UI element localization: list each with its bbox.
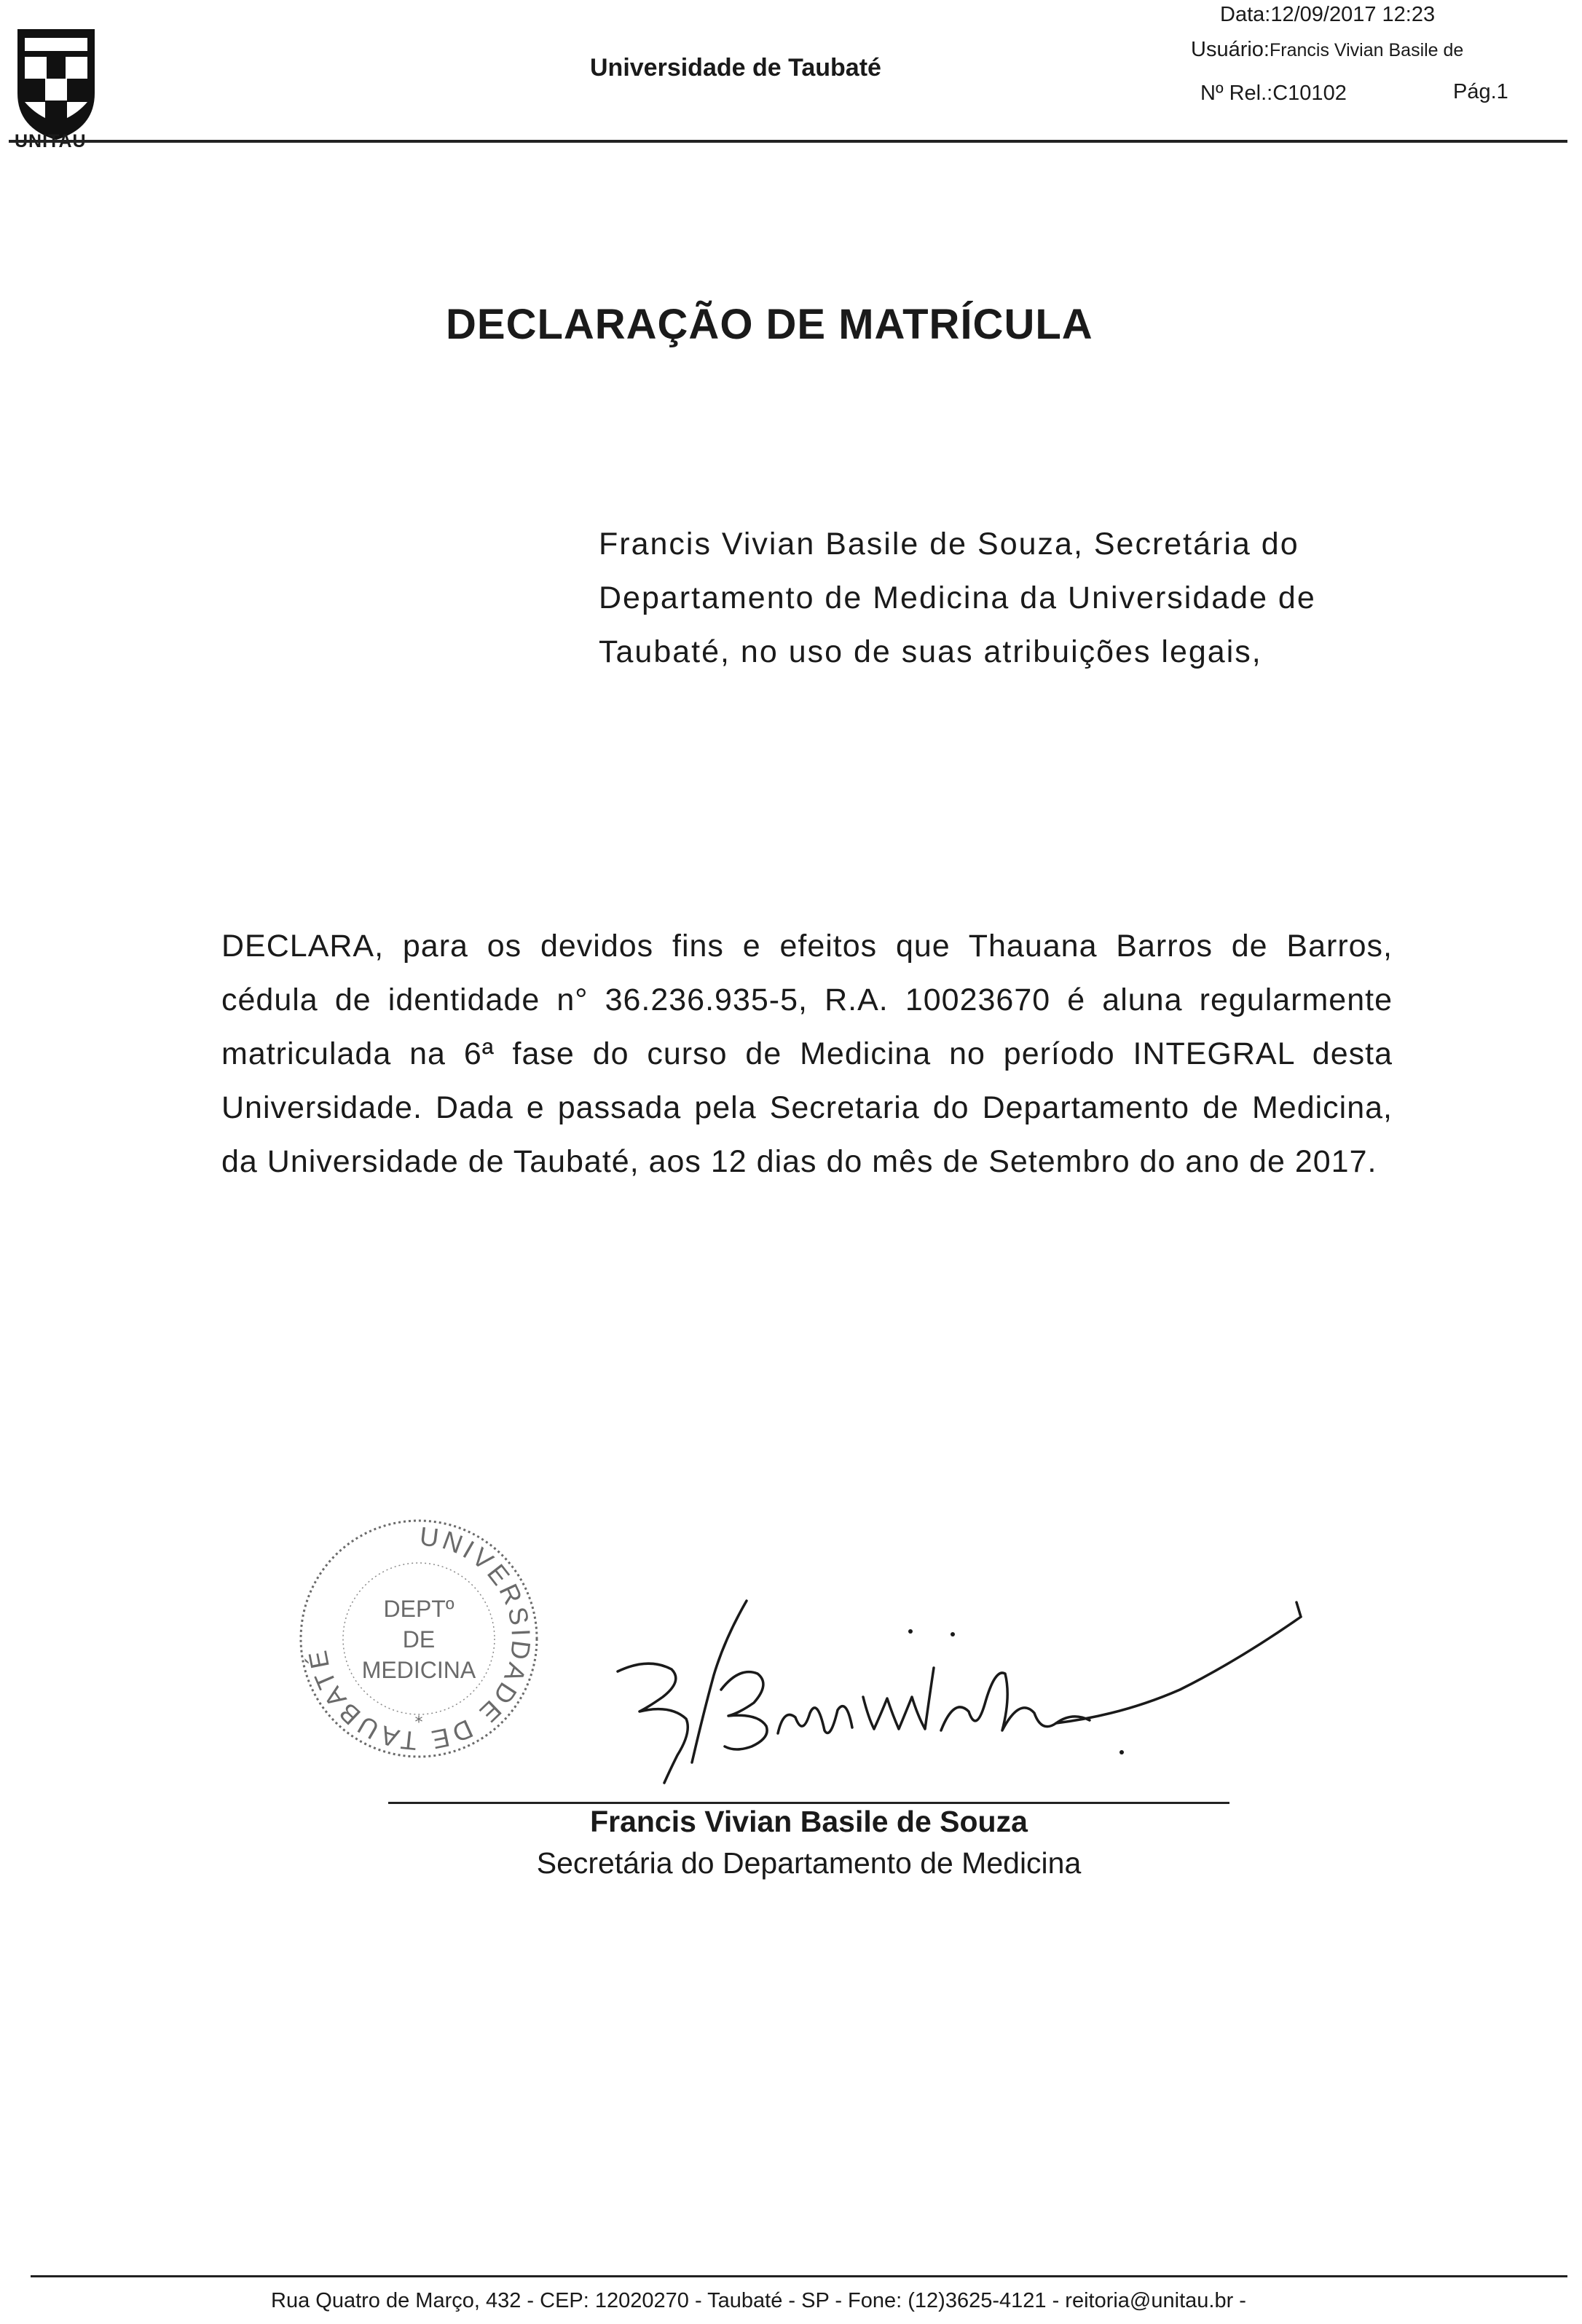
stamp-ring-text: UNIVERSIDADE DE TAUBATÉ — [302, 1521, 537, 1757]
date-value: 12/09/2017 12:23 — [1270, 3, 1436, 26]
user-value: Francis Vivian Basile de — [1270, 40, 1464, 60]
signatory-name: Francis Vivian Basile de Souza — [590, 1805, 1028, 1838]
report-number — [1200, 82, 1347, 106]
rel-value: C10102 — [1272, 82, 1347, 105]
stamp-line-2: DE — [402, 1626, 436, 1653]
unitau-logo-icon — [13, 19, 99, 150]
stamp-line-3: MEDICINA — [361, 1657, 476, 1683]
declaration-paragraph: DECLARA, para os devidos fins e efeitos que Thauana Barros de Barros, cédula de identidade n° 36.236.935-5, R.A. 10023670 é aluna regularmente matriculada na 6ª fase do curso de Medicina no período INTEGRAL desta Universidade. Dada e passada pela Secretaria do Departamento de Medicina, da Universidade de Taubaté, aos 12 dias do mês de Setembro do ano de 2017. — [221, 929, 1393, 1179]
signature-line — [388, 1802, 1229, 1804]
stamp-star-icon: * — [414, 1714, 423, 1732]
department-stamp — [295, 1515, 543, 1762]
date-label: Data: — [1220, 3, 1271, 26]
signatory-role: Secretária do Departamento de Medicina — [536, 1846, 1082, 1880]
handwritten-signature-icon — [612, 1588, 1311, 1792]
header-divider — [9, 140, 1567, 143]
document-title: DECLARAÇÃO DE MATRÍCULA — [446, 301, 1093, 348]
stamp-line-1: DEPTº — [383, 1596, 454, 1622]
university-name: Universidade de Taubaté — [590, 54, 881, 82]
intro-paragraph: Francis Vivian Basile de Souza, Secretária do Departamento de Medicina da Universidade de Taubaté, no uso de suas atribuições legais, — [599, 527, 1316, 669]
footer-divider — [31, 2275, 1567, 2277]
rel-label: Nº Rel.: — [1200, 82, 1273, 105]
user-label: Usuário: — [1191, 38, 1270, 61]
print-user — [1191, 38, 1463, 62]
footer-address: Rua Quatro de Março, 432 - CEP: 12020270 - Taubaté - SP - Fone: (12)3625-4121 - reitoria@unitau.br - — [271, 2289, 1246, 2312]
page-number: Pág.1 — [1453, 80, 1508, 103]
logo-text: UNITAU — [15, 131, 87, 151]
print-date — [1220, 3, 1435, 27]
